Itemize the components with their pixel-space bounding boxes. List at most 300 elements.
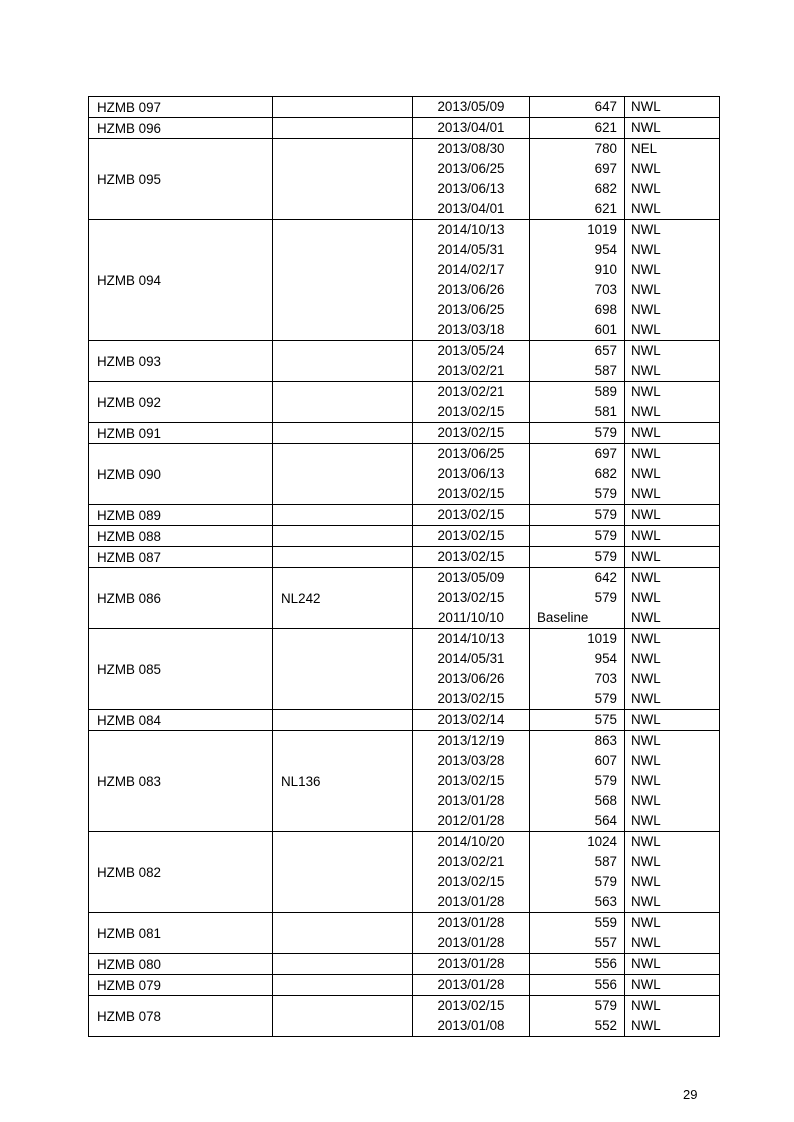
point-id-cell: HZMB 082 xyxy=(89,832,273,913)
survey-date: 2013/02/21 xyxy=(437,854,505,869)
value-cell xyxy=(530,382,625,423)
survey-value: 564 xyxy=(594,813,617,828)
survey-date: 2014/10/20 xyxy=(437,834,505,849)
value-cell-lines xyxy=(530,975,624,995)
table-row xyxy=(89,97,720,118)
point-id-cell: HZMB 084 xyxy=(89,710,273,731)
table-row xyxy=(89,731,720,832)
status-cell-lines xyxy=(625,444,719,504)
status-cell-lines xyxy=(625,975,719,995)
status-cell xyxy=(625,382,720,423)
value-cell xyxy=(530,710,625,731)
survey-value: 647 xyxy=(594,99,617,114)
reference-cell xyxy=(273,220,413,341)
point-id-cell: HZMB 089 xyxy=(89,505,273,526)
date-cell-lines xyxy=(418,832,524,912)
status-cell-lines xyxy=(625,139,719,219)
survey-value: 552 xyxy=(594,1018,617,1033)
survey-status: NWL xyxy=(631,610,661,625)
status-cell xyxy=(625,97,720,118)
survey-value: 954 xyxy=(594,242,617,257)
survey-value: 682 xyxy=(594,181,617,196)
status-cell-lines xyxy=(625,118,719,138)
date-cell xyxy=(413,341,530,382)
survey-value: 579 xyxy=(594,998,617,1013)
date-cell-lines xyxy=(418,629,524,709)
date-cell-lines xyxy=(418,423,524,443)
reference-cell xyxy=(273,954,413,975)
status-cell-lines xyxy=(625,526,719,546)
survey-status: NWL xyxy=(631,773,661,788)
status-cell xyxy=(625,444,720,505)
survey-status: NWL xyxy=(631,181,661,196)
value-cell-lines xyxy=(530,832,624,912)
table-row xyxy=(89,629,720,710)
survey-value: 621 xyxy=(594,120,617,135)
survey-date: 2013/02/15 xyxy=(437,425,505,440)
survey-status: NWL xyxy=(631,99,661,114)
point-id-cell: HZMB 081 xyxy=(89,913,273,954)
survey-date: 2013/06/13 xyxy=(437,181,505,196)
value-cell-lines xyxy=(530,996,624,1036)
survey-date: 2013/01/28 xyxy=(437,894,505,909)
survey-value: Baseline xyxy=(537,610,589,625)
point-id-cell: HZMB 090 xyxy=(89,444,273,505)
survey-status: NEL xyxy=(631,141,658,156)
value-cell-lines xyxy=(530,118,624,138)
reference-cell xyxy=(273,710,413,731)
date-cell xyxy=(413,118,530,139)
survey-value: 557 xyxy=(594,935,617,950)
survey-status: NWL xyxy=(631,671,661,686)
survey-date: 2013/02/15 xyxy=(437,486,505,501)
status-cell-lines xyxy=(625,505,719,525)
status-cell-lines xyxy=(625,97,719,117)
survey-value: 579 xyxy=(594,486,617,501)
date-cell-lines xyxy=(418,444,524,504)
survey-status: NWL xyxy=(631,120,661,135)
status-cell xyxy=(625,547,720,568)
table-row xyxy=(89,382,720,423)
value-cell xyxy=(530,954,625,975)
survey-value: 657 xyxy=(594,343,617,358)
survey-status: NWL xyxy=(631,854,661,869)
status-cell xyxy=(625,341,720,382)
reference-cell: NL242 xyxy=(273,568,413,629)
survey-status: NWL xyxy=(631,998,661,1013)
survey-date: 2012/01/28 xyxy=(437,813,505,828)
survey-status: NWL xyxy=(631,363,661,378)
survey-value: 589 xyxy=(594,384,617,399)
status-cell xyxy=(625,423,720,444)
date-cell-lines xyxy=(418,382,524,422)
survey-value: 863 xyxy=(594,733,617,748)
date-cell-lines xyxy=(418,954,524,974)
survey-status: NWL xyxy=(631,874,661,889)
survey-status: NWL xyxy=(631,322,661,337)
survey-date: 2013/06/25 xyxy=(437,161,505,176)
value-cell-lines xyxy=(530,913,624,953)
value-cell-lines xyxy=(530,526,624,546)
date-cell-lines xyxy=(418,220,524,340)
survey-value: 698 xyxy=(594,302,617,317)
survey-value: 579 xyxy=(594,874,617,889)
survey-date: 2013/03/18 xyxy=(437,322,505,337)
point-id-cell: HZMB 078 xyxy=(89,996,273,1037)
date-cell xyxy=(413,423,530,444)
survey-value: 579 xyxy=(594,425,617,440)
status-cell xyxy=(625,913,720,954)
value-cell xyxy=(530,505,625,526)
table-row xyxy=(89,444,720,505)
value-cell-lines xyxy=(530,423,624,443)
survey-status: NWL xyxy=(631,549,661,564)
status-cell-lines xyxy=(625,731,719,831)
survey-status: NWL xyxy=(631,813,661,828)
table-row xyxy=(89,568,720,629)
survey-status: NWL xyxy=(631,834,661,849)
reference-cell xyxy=(273,629,413,710)
date-cell-lines xyxy=(418,505,524,525)
survey-date: 2013/06/26 xyxy=(437,282,505,297)
survey-date: 2014/05/31 xyxy=(437,242,505,257)
survey-value: 703 xyxy=(594,671,617,686)
value-cell-lines xyxy=(530,97,624,117)
point-id-cell: HZMB 080 xyxy=(89,954,273,975)
survey-date: 2013/02/15 xyxy=(437,874,505,889)
value-cell-lines xyxy=(530,731,624,831)
survey-status: NWL xyxy=(631,222,661,237)
survey-status: NWL xyxy=(631,242,661,257)
survey-value: 579 xyxy=(594,691,617,706)
reference-cell xyxy=(273,913,413,954)
survey-date: 2014/05/31 xyxy=(437,651,505,666)
survey-value: 579 xyxy=(594,528,617,543)
survey-value: 780 xyxy=(594,141,617,156)
point-id-cell: HZMB 083 xyxy=(89,731,273,832)
survey-value: 703 xyxy=(594,282,617,297)
status-cell xyxy=(625,220,720,341)
survey-status: NWL xyxy=(631,343,661,358)
value-cell-lines xyxy=(530,444,624,504)
value-cell xyxy=(530,444,625,505)
survey-value: 697 xyxy=(594,161,617,176)
survey-status: NWL xyxy=(631,384,661,399)
point-id-cell: HZMB 079 xyxy=(89,975,273,996)
value-cell xyxy=(530,547,625,568)
status-cell-lines xyxy=(625,382,719,422)
status-cell xyxy=(625,629,720,710)
value-cell xyxy=(530,341,625,382)
table-row xyxy=(89,423,720,444)
survey-value: 910 xyxy=(594,262,617,277)
survey-date: 2013/01/28 xyxy=(437,956,505,971)
date-cell xyxy=(413,382,530,423)
reference-cell xyxy=(273,444,413,505)
survey-date: 2013/06/25 xyxy=(437,446,505,461)
survey-date: 2011/10/10 xyxy=(437,610,505,625)
survey-value: 607 xyxy=(594,753,617,768)
status-cell xyxy=(625,568,720,629)
survey-status: NWL xyxy=(631,302,661,317)
table-row xyxy=(89,547,720,568)
date-cell-lines xyxy=(418,139,524,219)
value-cell xyxy=(530,996,625,1037)
table-row xyxy=(89,341,720,382)
status-cell-lines xyxy=(625,996,719,1036)
point-id-cell: HZMB 087 xyxy=(89,547,273,568)
table-row xyxy=(89,220,720,341)
value-cell-lines xyxy=(530,341,624,381)
survey-status: NWL xyxy=(631,507,661,522)
status-cell xyxy=(625,139,720,220)
survey-status: NWL xyxy=(631,161,661,176)
date-cell-lines xyxy=(418,547,524,567)
value-cell xyxy=(530,731,625,832)
table-row xyxy=(89,832,720,913)
survey-date: 2014/02/17 xyxy=(437,262,505,277)
reference-cell xyxy=(273,996,413,1037)
survey-value: 556 xyxy=(594,956,617,971)
survey-value: 1024 xyxy=(587,834,617,849)
date-cell-lines xyxy=(418,731,524,831)
survey-status: NWL xyxy=(631,528,661,543)
date-cell xyxy=(413,97,530,118)
point-id-cell: HZMB 095 xyxy=(89,139,273,220)
reference-cell xyxy=(273,547,413,568)
table-row xyxy=(89,139,720,220)
reference-cell xyxy=(273,505,413,526)
date-cell-lines xyxy=(418,341,524,381)
reference-cell xyxy=(273,139,413,220)
date-cell xyxy=(413,731,530,832)
survey-records-body xyxy=(89,97,720,1037)
survey-date: 2013/05/09 xyxy=(437,570,505,585)
survey-date: 2013/02/15 xyxy=(437,507,505,522)
survey-value: 1019 xyxy=(587,222,617,237)
value-cell xyxy=(530,975,625,996)
survey-status: NWL xyxy=(631,1018,661,1033)
date-cell xyxy=(413,444,530,505)
value-cell-lines xyxy=(530,629,624,709)
value-cell xyxy=(530,832,625,913)
value-cell xyxy=(530,629,625,710)
survey-value: 559 xyxy=(594,915,617,930)
date-cell-lines xyxy=(418,526,524,546)
status-cell xyxy=(625,118,720,139)
survey-status: NWL xyxy=(631,631,661,646)
point-id-cell: HZMB 096 xyxy=(89,118,273,139)
status-cell-lines xyxy=(625,423,719,443)
survey-value: 581 xyxy=(594,404,617,419)
status-cell-lines xyxy=(625,220,719,340)
survey-status: NWL xyxy=(631,446,661,461)
survey-date: 2013/01/28 xyxy=(437,977,505,992)
survey-date: 2013/02/21 xyxy=(437,363,505,378)
survey-date: 2013/06/13 xyxy=(437,466,505,481)
survey-value: 587 xyxy=(594,854,617,869)
value-cell-lines xyxy=(530,954,624,974)
survey-date: 2013/06/26 xyxy=(437,671,505,686)
table-row xyxy=(89,954,720,975)
survey-value: 579 xyxy=(594,773,617,788)
status-cell-lines xyxy=(625,568,719,628)
point-id-cell: HZMB 088 xyxy=(89,526,273,547)
reference-cell xyxy=(273,382,413,423)
date-cell xyxy=(413,975,530,996)
table-row xyxy=(89,710,720,731)
value-cell-lines xyxy=(530,505,624,525)
date-cell-lines xyxy=(418,996,524,1036)
survey-date: 2013/01/28 xyxy=(437,915,505,930)
table-row xyxy=(89,913,720,954)
value-cell xyxy=(530,97,625,118)
value-cell xyxy=(530,568,625,629)
value-cell-lines xyxy=(530,568,624,628)
date-cell-lines xyxy=(418,568,524,628)
survey-date: 2013/02/21 xyxy=(437,384,505,399)
status-cell xyxy=(625,710,720,731)
status-cell-lines xyxy=(625,710,719,730)
survey-date: 2013/04/01 xyxy=(437,120,505,135)
date-cell xyxy=(413,568,530,629)
value-cell-lines xyxy=(530,139,624,219)
survey-status: NWL xyxy=(631,590,661,605)
survey-value: 1019 xyxy=(587,631,617,646)
reference-cell xyxy=(273,118,413,139)
table-row xyxy=(89,118,720,139)
survey-date: 2013/03/28 xyxy=(437,753,505,768)
survey-status: NWL xyxy=(631,753,661,768)
reference-cell xyxy=(273,832,413,913)
survey-value: 568 xyxy=(594,793,617,808)
survey-value: 563 xyxy=(594,894,617,909)
date-cell xyxy=(413,913,530,954)
survey-value: 621 xyxy=(594,201,617,216)
survey-date: 2013/01/08 xyxy=(437,1018,505,1033)
date-cell-lines xyxy=(418,118,524,138)
point-id-cell: HZMB 092 xyxy=(89,382,273,423)
reference-cell xyxy=(273,423,413,444)
survey-status: NWL xyxy=(631,915,661,930)
survey-date: 2013/02/15 xyxy=(437,549,505,564)
status-cell-lines xyxy=(625,832,719,912)
status-cell xyxy=(625,996,720,1037)
survey-value: 556 xyxy=(594,977,617,992)
status-cell xyxy=(625,954,720,975)
survey-status: NWL xyxy=(631,425,661,440)
status-cell-lines xyxy=(625,341,719,381)
survey-status: NWL xyxy=(631,935,661,950)
survey-date: 2013/05/09 xyxy=(437,99,505,114)
survey-status: NWL xyxy=(631,466,661,481)
table-row xyxy=(89,505,720,526)
survey-status: NWL xyxy=(631,262,661,277)
date-cell-lines xyxy=(418,913,524,953)
survey-date: 2014/10/13 xyxy=(437,631,505,646)
survey-status: NWL xyxy=(631,894,661,909)
value-cell-lines xyxy=(530,220,624,340)
survey-value: 954 xyxy=(594,651,617,666)
status-cell-lines xyxy=(625,954,719,974)
survey-date: 2013/05/24 xyxy=(437,343,505,358)
survey-value: 575 xyxy=(594,712,617,727)
survey-value: 697 xyxy=(594,446,617,461)
date-cell xyxy=(413,547,530,568)
status-cell xyxy=(625,731,720,832)
reference-cell xyxy=(273,526,413,547)
survey-value: 642 xyxy=(594,570,617,585)
survey-date: 2013/04/01 xyxy=(437,201,505,216)
survey-value: 587 xyxy=(594,363,617,378)
survey-value: 579 xyxy=(594,507,617,522)
point-id-cell: HZMB 091 xyxy=(89,423,273,444)
value-cell-lines xyxy=(530,547,624,567)
survey-date: 2013/01/28 xyxy=(437,935,505,950)
table-row xyxy=(89,975,720,996)
survey-status: NWL xyxy=(631,712,661,727)
survey-status: NWL xyxy=(631,733,661,748)
value-cell xyxy=(530,118,625,139)
survey-date: 2013/02/15 xyxy=(437,773,505,788)
survey-value: 682 xyxy=(594,466,617,481)
date-cell xyxy=(413,954,530,975)
reference-cell: NL136 xyxy=(273,731,413,832)
page-number: 29 xyxy=(683,1087,698,1102)
date-cell xyxy=(413,629,530,710)
survey-date: 2014/10/13 xyxy=(437,222,505,237)
survey-date: 2013/02/15 xyxy=(437,998,505,1013)
reference-cell xyxy=(273,97,413,118)
survey-status: NWL xyxy=(631,691,661,706)
date-cell-lines xyxy=(418,975,524,995)
status-cell-lines xyxy=(625,913,719,953)
survey-date: 2013/02/15 xyxy=(437,404,505,419)
survey-date: 2013/01/28 xyxy=(437,793,505,808)
date-cell xyxy=(413,505,530,526)
survey-records-table xyxy=(88,96,720,1037)
status-cell xyxy=(625,975,720,996)
date-cell xyxy=(413,139,530,220)
survey-value: 579 xyxy=(594,590,617,605)
date-cell xyxy=(413,220,530,341)
survey-status: NWL xyxy=(631,793,661,808)
status-cell xyxy=(625,832,720,913)
reference-cell xyxy=(273,975,413,996)
value-cell xyxy=(530,423,625,444)
status-cell xyxy=(625,526,720,547)
survey-value: 601 xyxy=(594,322,617,337)
point-id-cell: HZMB 093 xyxy=(89,341,273,382)
table-row xyxy=(89,996,720,1037)
survey-status: NWL xyxy=(631,404,661,419)
survey-date: 2013/02/15 xyxy=(437,691,505,706)
value-cell xyxy=(530,139,625,220)
survey-date: 2013/06/25 xyxy=(437,302,505,317)
survey-date: 2013/12/19 xyxy=(437,733,505,748)
survey-date: 2013/02/14 xyxy=(437,712,505,727)
survey-status: NWL xyxy=(631,486,661,501)
table-row xyxy=(89,526,720,547)
date-cell xyxy=(413,832,530,913)
survey-status: NWL xyxy=(631,282,661,297)
date-cell xyxy=(413,526,530,547)
date-cell-lines xyxy=(418,710,524,730)
reference-cell xyxy=(273,341,413,382)
value-cell xyxy=(530,526,625,547)
status-cell-lines xyxy=(625,547,719,567)
survey-date: 2013/02/15 xyxy=(437,590,505,605)
